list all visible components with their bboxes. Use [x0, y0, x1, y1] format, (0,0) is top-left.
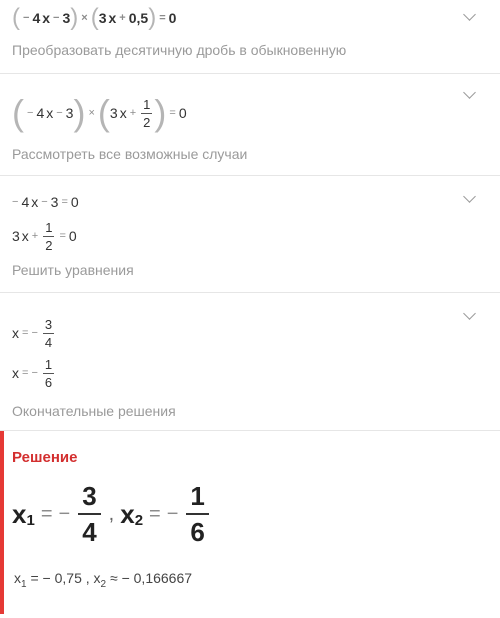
- solution-title: Решение: [12, 449, 78, 466]
- fraction-three-quarters: $\frac{3}{4}$: [78, 483, 100, 545]
- step-4-caption: Окончательные решения: [12, 403, 176, 419]
- chevron-down-icon[interactable]: [463, 307, 476, 320]
- chevron-down-icon[interactable]: [463, 8, 476, 21]
- solution-panel: [0, 431, 500, 618]
- fraction-three-quarters: $\frac{3}{4}$: [44, 316, 53, 350]
- step-1[interactable]: [0, 0, 500, 74]
- solution-accent-bar: [0, 431, 4, 614]
- step-1-expression: ( − 4 x − 3 ) × ( 3 x + 0,5 ) = 0: [12, 4, 177, 31]
- step-2-caption: Рассмотреть все возможные случаи: [12, 146, 248, 162]
- step-3-caption: Решить уравнения: [12, 262, 134, 278]
- step-2[interactable]: [0, 74, 500, 176]
- fraction-one-half: $\frac{1}{2}$: [45, 219, 53, 253]
- step-3-equation-2: 3 x + $\frac{1}{2}$ = 0: [12, 219, 77, 253]
- step-3[interactable]: [0, 176, 500, 293]
- chevron-down-icon[interactable]: [463, 190, 476, 203]
- step-4-solution-1: x = − $\frac{3}{4}$: [12, 316, 53, 350]
- fraction-one-sixth: $\frac{1}{6}$: [186, 483, 208, 545]
- fraction-one-sixth: $\frac{1}{6}$: [44, 356, 53, 390]
- step-4[interactable]: [0, 293, 500, 431]
- fraction-one-half: $\frac{1}{2}$: [143, 96, 151, 130]
- step-2-expression: ( − 4 x − 3 ) × ( 3 x + $\frac{1}{2}$ ) = 0: [12, 92, 187, 133]
- step-3-equation-1: − 4 x − 3 = 0: [12, 194, 79, 210]
- solution-main-expression: x $_1$ = − $\frac{3}{4}$ , x $_2$ = − $\frac{1}{6}$: [12, 483, 211, 545]
- chevron-down-icon[interactable]: [463, 86, 476, 99]
- step-1-caption: Преобразовать десятичную дробь в обыкновенную: [12, 42, 347, 58]
- step-4-solution-2: x = − $\frac{1}{6}$: [12, 356, 53, 390]
- solution-decimal-form: $x_1$ = − 0,75 , $x_2$ ≈ − 0,166667: [14, 570, 193, 590]
